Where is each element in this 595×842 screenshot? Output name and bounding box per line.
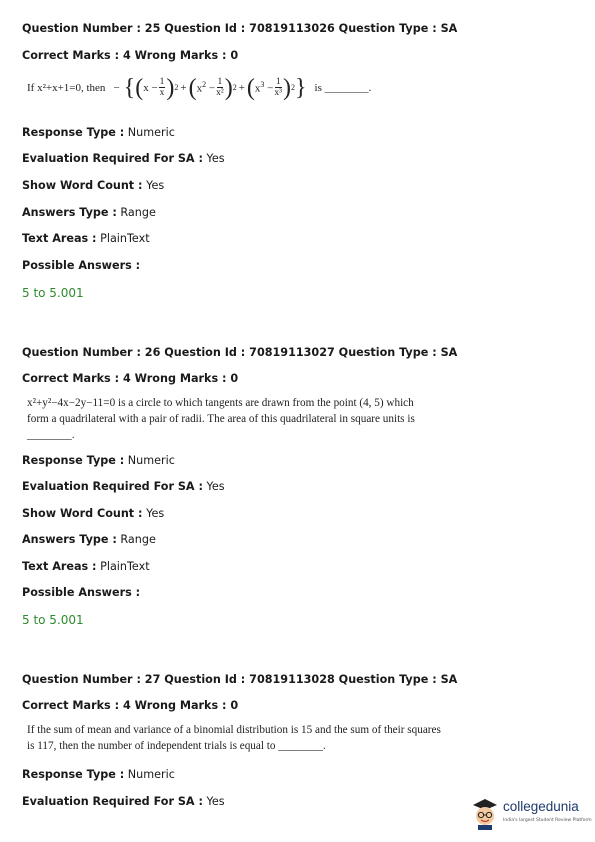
question-26-prompt-line: form a quadrilateral with a pair of radii. The area of this quadrilateral in square units is bbox=[27, 413, 415, 425]
question-25-possible-answers: 5 to 5.001 bbox=[22, 286, 84, 300]
question-27-header: Question Number : 27 Question Id : 70819113028 Question Type : SA bbox=[22, 673, 458, 686]
collegedunia-logo[interactable] bbox=[470, 796, 590, 832]
question-26-header: Question Number : 26 Question Id : 70819113027 Question Type : SA bbox=[22, 346, 458, 359]
question-25-evaluation: Evaluation Required For SA : Yes bbox=[22, 152, 225, 165]
question-26-answers-type: Answers Type : Range bbox=[22, 533, 156, 546]
question-26-prompt-line: x²+y²−4x−2y−11=0 is a circle to which tangents are drawn from the point (4, 5) which bbox=[27, 397, 414, 409]
question-27-evaluation: Evaluation Required For SA : Yes bbox=[22, 795, 225, 808]
question-25-possible-answers-label: Possible Answers : bbox=[22, 259, 141, 272]
question-26-possible-answers: 5 to 5.001 bbox=[22, 613, 84, 627]
graduate-mascot-icon bbox=[470, 796, 500, 830]
question-27-response-type: Response Type : Numeric bbox=[22, 768, 175, 781]
question-26-prompt-line: ________. bbox=[27, 429, 75, 441]
question-26-evaluation: Evaluation Required For SA : Yes bbox=[22, 480, 225, 493]
question-27-marks: Correct Marks : 4 Wrong Marks : 0 bbox=[22, 699, 239, 712]
logo-tagline: India's largest Student Review Platform bbox=[503, 818, 592, 823]
question-26-text-areas: Text Areas : PlainText bbox=[22, 560, 150, 573]
question-25-text-areas: Text Areas : PlainText bbox=[22, 232, 150, 245]
question-25-header: Question Number : 25 Question Id : 70819113026 Question Type : SA bbox=[22, 22, 458, 35]
question-25-marks: Correct Marks : 4 Wrong Marks : 0 bbox=[22, 49, 239, 62]
question-27-prompt-line: is 117, then the number of independent trials is equal to ________. bbox=[27, 740, 326, 752]
question-25-answers-type: Answers Type : Range bbox=[22, 206, 156, 219]
question-27-prompt-line: If the sum of mean and variance of a binomial distribution is 15 and the sum of their squares bbox=[27, 724, 441, 736]
question-25-prompt: If x²+x+1=0, then − { ( x − $\frac{1}{x}$ ) 2 + ( $x^2$ − $\frac{1}{\text{x²}}$ ) 2 + ( $x^3$ − $\frac{1}{\text{x³}}$ ) 2 } is ________. bbox=[27, 74, 372, 101]
question-26-marks: Correct Marks : 4 Wrong Marks : 0 bbox=[22, 372, 239, 385]
question-26-possible-answers-label: Possible Answers : bbox=[22, 586, 141, 599]
question-26-response-type: Response Type : Numeric bbox=[22, 454, 175, 467]
question-27-prompt bbox=[27, 722, 441, 754]
question-26-prompt bbox=[27, 395, 415, 443]
question-25-response-type: Response Type : Numeric bbox=[22, 126, 175, 139]
question-25-prompt-suffix: is ________. bbox=[314, 81, 372, 94]
question-26-word-count: Show Word Count : Yes bbox=[22, 507, 165, 520]
question-25-word-count: Show Word Count : Yes bbox=[22, 179, 165, 192]
question-25-prompt-prefix: If x²+x+1=0, then bbox=[27, 81, 106, 94]
logo-name: collegedunia bbox=[503, 799, 579, 814]
